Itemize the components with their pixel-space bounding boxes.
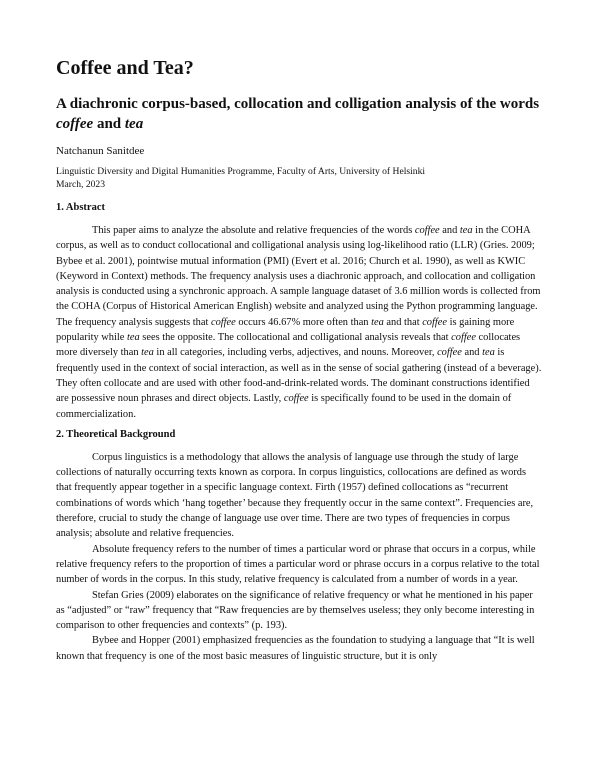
abstract-text: is specifically found to be used in the domain of commercialization. <box>56 393 512 420</box>
abstract-text: in the COHA corpus, as well as to conduct collocational and colligational analysis using log-likelihood ratio (LLR) (Gries. 2009; Bybee et al. 2001), pointwise mutual information (PMI) (Evert et al. 2016; Church et al. 1990), as well as KWIC (Keyword in Context) methods. The frequency analysis uses a diachronic approach, and collocation and colligation analysis is conducted using a synchronic approach. A sample language dataset of 3.6 million words is collected from the COHA (Corpus of Historical American English) website and analyzed using the Python programming language. The frequency analysis suggests that <box>56 225 541 328</box>
abstract-text: and <box>439 225 460 236</box>
section-heading-abstract: 1. Abstract <box>56 202 105 213</box>
term-tea: tea <box>127 332 140 344</box>
term-tea: tea <box>141 347 154 359</box>
subtitle-word-coffee: coffee <box>56 116 94 132</box>
subtitle-and: and <box>93 116 125 132</box>
affiliation: Linguistic Diversity and Digital Humanities Programme, Faculty of Arts, University of Helsinki <box>56 166 426 177</box>
abstract-text: in all categories, including verbs, adjectives, and nouns. Moreover, <box>153 347 438 359</box>
abstract-paragraph <box>56 223 544 422</box>
term-coffee: coffee <box>210 316 236 328</box>
term-coffee: coffee <box>414 225 440 236</box>
paper-subtitle <box>56 94 544 134</box>
abstract-text: is gaining more popularity while <box>56 316 515 344</box>
background-paragraph-3: Stefan Gries (2009) elaborates on the significance of relative frequency or what he mentioned in his paper as “adjusted” or “raw” frequency that “Raw frequencies are by themselves useless; they only become interesting in comparison to other frequencies and contexts” (p. 193). <box>56 589 535 632</box>
term-tea: tea <box>459 225 473 236</box>
term-coffee: coffee <box>451 332 476 344</box>
author-name: Natchanun Sanitdee <box>56 145 145 157</box>
abstract-text: This paper aims to analyze the absolute and relative frequencies of the words <box>92 225 415 236</box>
subtitle-prefix: A diachronic corpus-based, collocation and colligation analysis of the words <box>56 96 540 112</box>
abstract-text: and that <box>383 316 423 328</box>
term-coffee: coffee <box>437 347 462 359</box>
term-coffee: coffee <box>422 316 447 328</box>
paper-page <box>56 56 544 664</box>
subtitle-word-tea: tea <box>124 116 144 132</box>
abstract-text: is frequently used in the context of social interaction, as well as in the sense of social gathering (instead of a beverage). They often collocate and are used with other food-and-drink-related words. The dominant constructions identified are possessive noun phrases and direct objects. Lastly, <box>56 347 542 405</box>
affiliation-block <box>56 166 544 191</box>
abstract-text: and <box>461 347 483 359</box>
term-tea: tea <box>482 347 495 359</box>
paper-title: Coffee and Tea? <box>56 57 194 79</box>
background-paragraph-2: Absolute frequency refers to the number of times a particular word or phrase that occurs in a corpus, while relative frequency refers to the proportion of times a particular word or phrase occurs in a corpus relative to the total number of words in the corpus. In this study, relative frequency is calculated from a number of words in a year. <box>56 543 540 586</box>
background-paragraph-4: Bybee and Hopper (2001) emphasized frequencies as the foundation to studying a language that “It is well known that frequency is one of the most basic measures of linguistic structure, but it is only <box>56 635 535 662</box>
term-coffee: coffee <box>283 393 309 405</box>
abstract-text: collocates more diversely than <box>56 332 521 359</box>
abstract-text: sees the opposite. The collocational and colligational analysis reveals that <box>139 332 452 344</box>
publication-date: March, 2023 <box>56 178 106 190</box>
abstract-text: occurs 46.67% more often than <box>235 316 372 328</box>
background-paragraph-1: Corpus linguistics is a methodology that allows the analysis of language use through the study of large collections of naturally occurring texts known as corpora. In corpus linguistics, collocations are defined as words that frequently appear together in a specific language context. Firth (1957) defined collocations as “recurrent combinations of words which ‘hang together’ because they frequently occur in the same context”. Frequencies are, therefore, crucial to study the change of language use over time. There are two types of frequencies in corpus analysis; absolute and relative frequencies. <box>56 451 534 540</box>
term-tea: tea <box>371 316 384 328</box>
section-heading-theoretical-background: 2. Theoretical Background <box>56 428 176 440</box>
